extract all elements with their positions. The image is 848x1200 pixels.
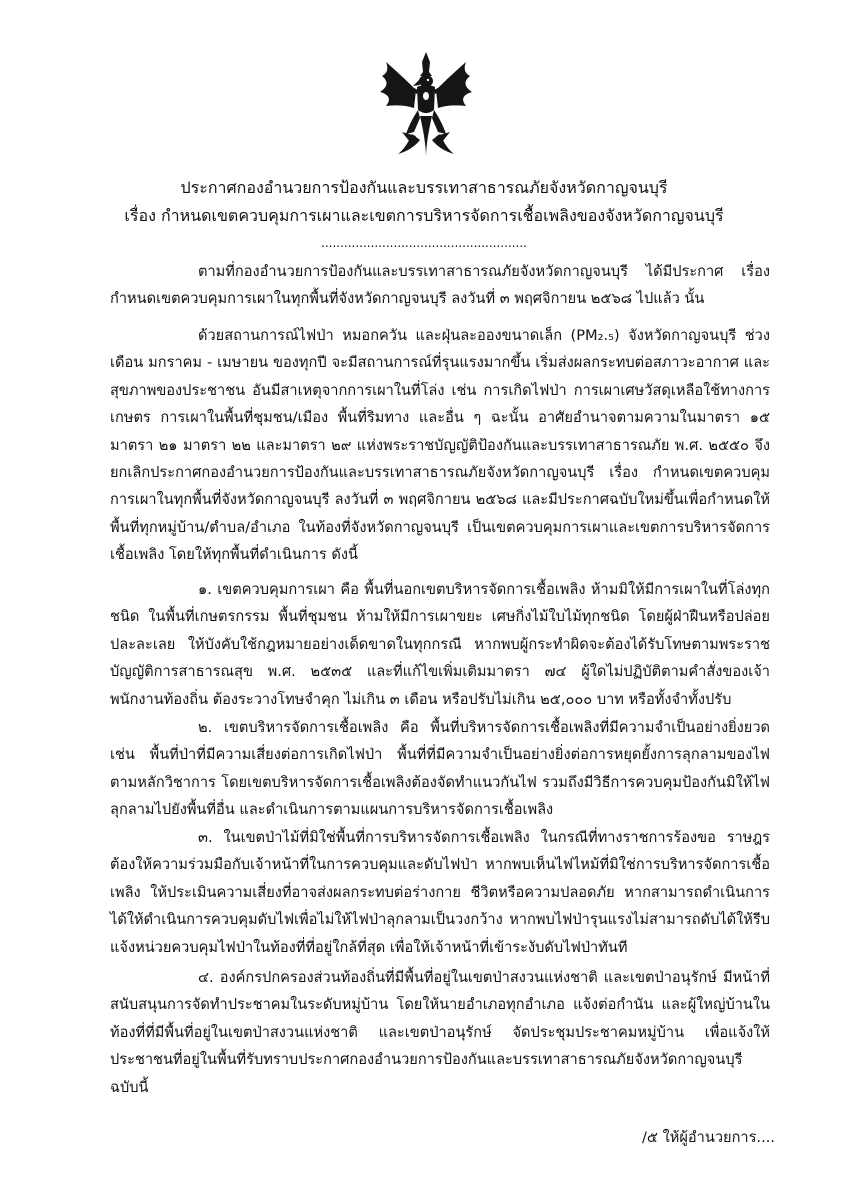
intro-paragraph: ตามที่กองอำนวยการป้องกันและบรรเทาสาธารณภัยจังหวัดกาญจนบุรี ได้มีประกาศ เรื่อง กำหนดเขตควบคุมการเผาในทุกพื้นที่จังหวัดกาญจนบุรี ลงวันที่ ๓ พฤศจิกายน ๒๕๖๘ ไปแล้ว นั้น bbox=[110, 263, 770, 308]
announcement-title: ประกาศกองอำนวยการป้องกันและบรรเทาสาธารณภัยจังหวัดกาญจนบุรี bbox=[180, 178, 668, 197]
item-1-burn-control-zone: ๑. เขตควบคุมการเผา คือ พื้นที่นอกเขตบริหารจัดการเชื้อเพลิง ห้ามมิให้มีการเผาในที่โล่งทุกชนิด ในพื้นที่เกษตรกรรม พื้นที่ชุมชน ห้ามให้มีการเผาขยะ เศษกิ่งไม้ใบไม้ทุกชนิด โดยผู้ฝ่าฝืนหรือปล่อยปละละเลย ให้บังคับใช้กฎหมายอย่างเด็ดขาดในทุกกรณี หากพบผู้กระทำผิดจะต้องได้รับโทษตามพระราชบัญญัติการสาธารณสุข พ.ศ. ๒๕๓๕ และที่แก้ไขเพิ่มเติมมาตรา ๗๔ ผู้ใดไม่ปฏิบัติตามคำสั่งของเจ้าพนักงานท้องถิ่น ต้องระวางโทษจำคุก ไม่เกิน ๓ เดือน หรือปรับไม่เกิน ๒๕,๐๐๐ บาท หรือทั้งจำทั้งปรับ bbox=[110, 581, 770, 708]
item-2-fuel-management-zone: ๒. เขตบริหารจัดการเชื้อเพลิง คือ พื้นที่บริหารจัดการเชื้อเพลิงที่มีความจำเป็นอย่างยิ่งยวด เช่น พื้นที่ป่าที่มีความเสี่ยงต่อการเกิดไฟป่า พื้นที่ที่มีความจำเป็นอย่างยิ่งต่อการหยุดยั้งการลุกลามของไฟ ตามหลักวิชาการ โดยเขตบริหารจัดการเชื้อเพลิงต้องจัดทำแนวกันไฟ รวมถึงมีวิธีการควบคุมป้องกันมิให้ไฟลุกลามไปยังพื้นที่อื่น และดำเนินการตามแผนการบริหารจัดการเชื้อเพลิง bbox=[110, 719, 770, 819]
garuda-emblem bbox=[376, 50, 476, 162]
intro-section bbox=[110, 258, 770, 313]
separator-dots: ...................................................... bbox=[321, 236, 527, 250]
continuation-note: /๕ ให้ผู้อำนวยการ.... bbox=[641, 1129, 775, 1146]
item-3-forest-area: ๓. ในเขตป่าไม้ที่มิใช่พื้นที่การบริหารจัดการเชื้อเพลิง ในกรณีที่ทางราชการร้องขอ ราษฎรต้องให้ความร่วมมือกับเจ้าหน้าที่ในการควบคุมและดับไฟป่า หากพบเห็นไฟไหม้ที่มิใช่การบริหารจัดการเชื้อเพลิง ให้ประเมินความเสี่ยงที่อาจส่งผลกระทบต่อร่างกาย ชีวิตหรือความปลอดภัย หากสามารถดำเนินการได้ให้ดำเนินการควบคุมดับไฟเพื่อไม่ให้ไฟป่าลุกลามเป็นวงกว้าง หากพบไฟป่ารุนแรงไม่สามารถดับได้ให้รีบแจ้งหน่วยควบคุมไฟป่าในท้องที่ที่อยู่ใกล้ที่สุด เพื่อให้เจ้าหน้าที่เข้าระงับดับไฟป่าทันที bbox=[110, 829, 770, 956]
item-1-section bbox=[110, 576, 770, 713]
situation-paragraph: ด้วยสถานการณ์ไฟป่า หมอกควัน และฝุ่นละอองขนาดเล็ก (PM₂.₅) จังหวัดกาญจนบุรี ช่วงเดือน มกราคม - เมษายน ของทุกปี จะมีสถานการณ์ที่รุนแรงมากขึ้น เริ่มส่งผลกระทบต่อสภาวะอากาศ และสุขภาพของประชาชน อันมีสาเหตุจากการเผาในที่โล่ง เช่น การเกิดไฟป่า การเผาเศษวัสดุเหลือใช้ทางการเกษตร การเผาในพื้นที่ชุมชน/เมือง พื้นที่ริมทาง และอื่น ๆ ฉะนั้น อาศัยอำนาจตามความในมาตรา ๑๕ มาตรา ๒๑ มาตรา ๒๒ และมาตรา ๒๙ แห่งพระราชบัญญัติป้องกันและบรรเทาสาธารณภัย พ.ศ. ๒๕๕๐ จึงยกเลิกประกาศกองอำนวยการป้องกันและบรรเทาสาธารณภัยจังหวัดกาญจนบุรี เรื่อง กำหนดเขตควบคุมการเผาในทุกพื้นที่จังหวัดกาญจนบุรี ลงวันที่ ๓ พฤศจิกายน ๒๕๖๘ และมีประกาศฉบับใหม่ขึ้นเพื่อกำหนดให้พื้นที่ทุกหมู่บ้าน/ตำบล/อำเภอ ในท้องที่จังหวัดกาญจนบุรี เป็นเขตควบคุมการเผาและเขตการบริหารจัดการเชื้อเพลิง โดยให้ทุกพื้นที่ดำเนินการ ดังนี้ bbox=[110, 327, 770, 564]
announcement-subject: เรื่อง กำหนดเขตควบคุมการเผาและเขตการบริหารจัดการเชื้อเพลิงของจังหวัดกาญจนบุรี bbox=[124, 206, 724, 225]
situation-section bbox=[110, 322, 770, 569]
item-4-local-government: ๔. องค์กรปกครองส่วนท้องถิ่นที่มีพื้นที่อยู่ในเขตป่าสงวนแห่งชาติ และเขตป่าอนุรักษ์ มีหน้าที่สนับสนุนการจัดทำประชาคมในระดับหมู่บ้าน โดยให้นายอำเภอทุกอำเภอ แจ้งต่อกำนัน และผู้ใหญ่บ้านในท้องที่ที่มีพื้นที่อยู่ในเขตป่าสงวนแห่งชาติ และเขตป่าอนุรักษ์ จัดประชุมประชาคมหมู่บ้าน เพื่อแจ้งให้ประชาชนที่อยู่ในพื้นที่รับทราบประกาศกองอำนวยการป้องกันและบรรเทาสาธารณภัยจังหวัดกาญจนบุรีฉบับนี้ bbox=[110, 969, 770, 1096]
item-2-section bbox=[110, 714, 770, 824]
item-3-section bbox=[110, 824, 770, 961]
item-4-section bbox=[110, 964, 770, 1101]
